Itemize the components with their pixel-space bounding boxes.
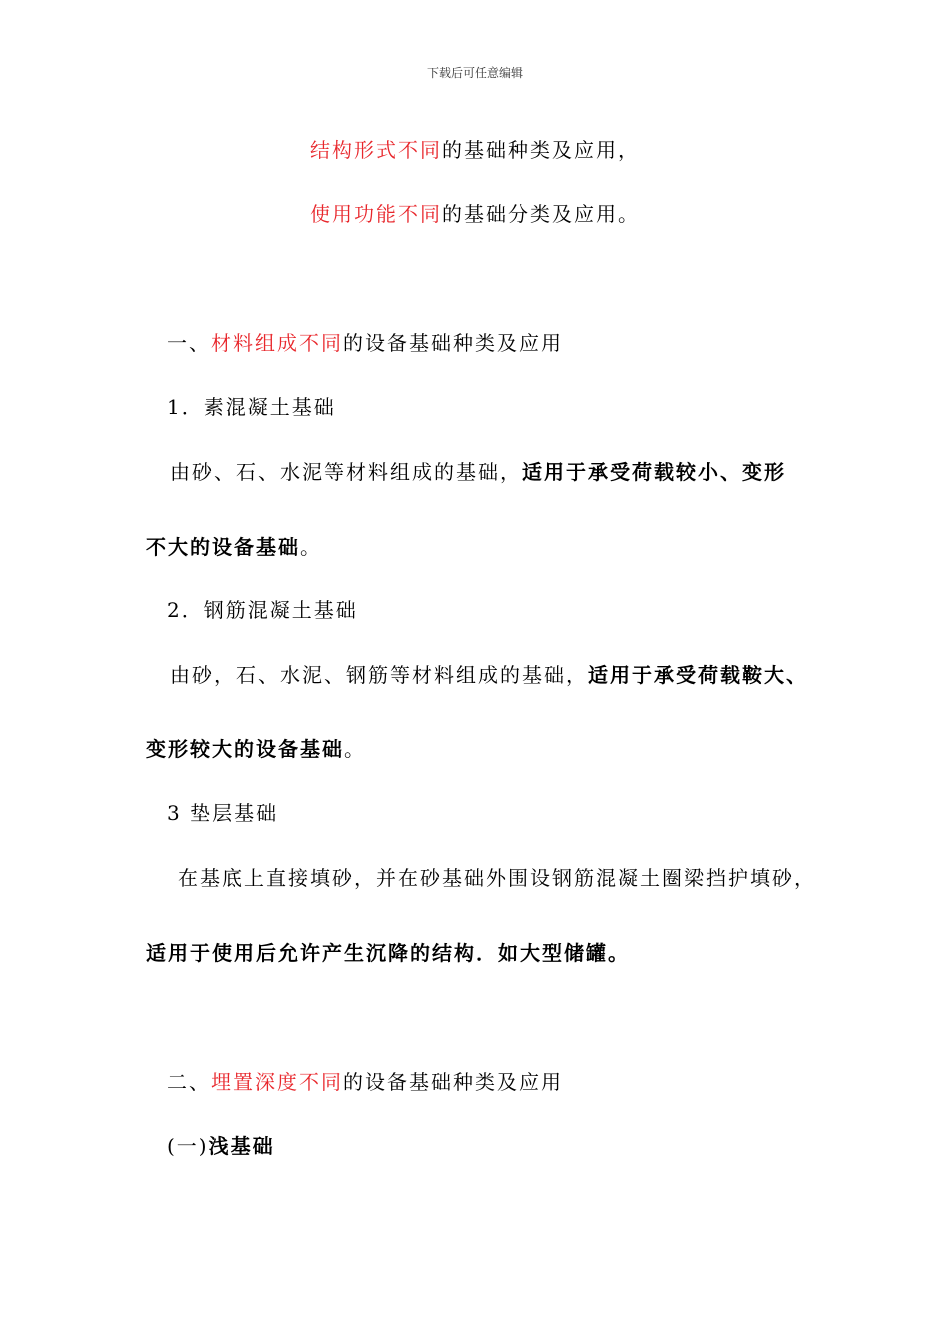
section-2-highlight: 埋置深度不同: [211, 1070, 343, 1094]
page-header-note: 下载后可任意编辑: [426, 66, 523, 80]
item-2-desc-end: 。: [344, 737, 366, 761]
item-1-title: 1．素混凝土基础: [167, 395, 336, 419]
section-1-heading: [167, 329, 563, 357]
item-2-desc-normal: 由砂，石、水泥、钢筋等材料组成的基础，: [170, 663, 588, 687]
section-2-prefix: 二、: [167, 1070, 211, 1094]
item-2-desc-bold-cont: 变形较大的设备基础: [146, 737, 344, 761]
section-1-highlight: 材料组成不同: [211, 331, 343, 355]
intro-line-1: [0, 136, 950, 164]
item-3-desc-line-1: 在基底上直接填砂，并在砂基础外围设钢筋混凝土圈梁挡护填砂，: [178, 866, 816, 890]
intro-line-2-text: 的基础分类及应用。: [442, 202, 640, 226]
item-3-desc-line-2: 适用于使用后允许产生沉降的结构．如大型储罐。: [146, 941, 630, 965]
section-1-heading-text: 的设备基础种类及应用: [343, 331, 563, 355]
item-1-desc-bold: 适用于承受荷载较小、变形: [522, 460, 786, 484]
subsection-shallow-foundation: [167, 1132, 275, 1160]
item-2-title: 2．钢筋混凝土基础: [167, 598, 358, 622]
section-2-heading: [167, 1068, 563, 1096]
item-1-desc-line-2: [146, 533, 322, 561]
section-2-heading-text: 的设备基础种类及应用: [343, 1070, 563, 1094]
intro-line-1-text: 的基础种类及应用，: [442, 138, 640, 162]
item-1-desc-end: 。: [300, 535, 322, 559]
subsection-title: 浅基础: [208, 1134, 275, 1158]
item-1-desc-bold-cont: 不大的设备基础: [146, 535, 300, 559]
item-3-title: 3 垫层基础: [167, 801, 279, 825]
intro-line-2-highlight: 使用功能不同: [310, 202, 442, 226]
item-2-desc-bold: 适用于承受荷载鞍大、: [588, 663, 808, 687]
item-1-desc-line-1: [170, 458, 786, 486]
intro-line-2: [0, 200, 950, 228]
item-2-desc-line-2: [146, 735, 366, 763]
intro-line-1-highlight: 结构形式不同: [310, 138, 442, 162]
section-1-prefix: 一、: [167, 331, 211, 355]
subsection-number: (一): [167, 1134, 209, 1158]
item-2-desc-line-1: [170, 661, 808, 689]
item-1-desc-normal: 由砂、石、水泥等材料组成的基础，: [170, 460, 522, 484]
